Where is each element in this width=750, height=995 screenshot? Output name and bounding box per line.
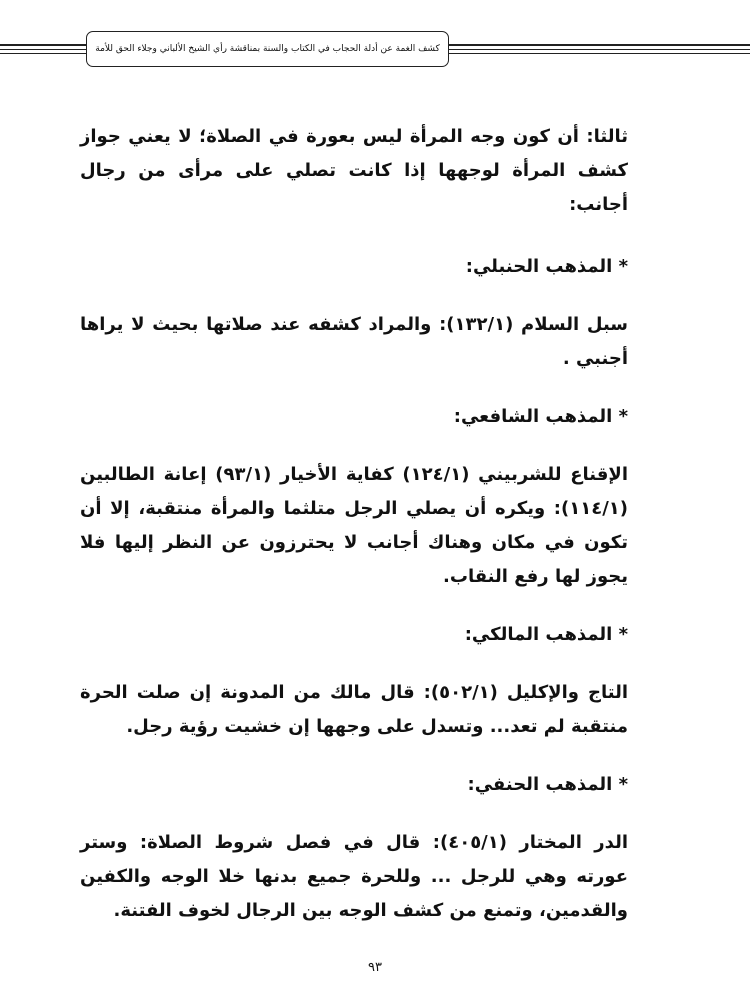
page-number: ٩٣ [368, 960, 382, 975]
hanafi-text: الدر المختار (٤٠٥/١): قال في فصل شروط الصلاة: وستر عورته وهي للرجل ... وللحرة جميع بدنها خلا الوجه والكفين والقدمين، وتمنع من كشف الوجه بين الرجال لخوف الفتنة. [80, 832, 628, 921]
page-body [80, 120, 628, 928]
header-rule-right [449, 53, 750, 54]
maliki-text: التاج والإكليل (٥٠٢/١): قال مالك من المدونة إن صلت الحرة منتقبة لم تعد... وتسدل على وجهها إن خشيت رؤية رجل. [80, 682, 628, 737]
header-rule-left [0, 44, 86, 46]
header-rule-left [0, 49, 86, 50]
shafii-heading: * المذهب الشافعي: [453, 406, 628, 427]
running-header [86, 31, 449, 67]
hanbali-text: سبل السلام (١٣٢/١): والمراد كشفه عند صلاتها بحيث لا يراها أجنبي . [80, 314, 629, 369]
intro-paragraph: ثالثا: أن كون وجه المرأة ليس بعورة في الصلاة؛ لا يعني جواز كشف المرأة لوجهها إذا كانت تصلي على مرأى من رجال أجانب: [80, 126, 628, 215]
hanbali-heading: * المذهب الحنبلي: [465, 256, 628, 277]
header-rule-right [449, 44, 750, 46]
header-rule-right [449, 49, 750, 50]
hanafi-heading: * المذهب الحنفي: [467, 774, 628, 795]
shafii-text: الإقناع للشربيني (١٢٤/١) كفاية الأخيار (٩٣/١) إعانة الطالبين (١١٤/١): ويكره أن يصلي الرجل متلثما والمرأة منتقبة، إلا أن تكون في مكان وهناك أجانب لا يحترزون عن النظر إليها فلا يجوز لها رفع النقاب. [80, 464, 628, 587]
running-header-title: كشف الغمة عن أدلة الحجاب في الكتاب والسنة بمناقشة رأي الشيخ الألباني وجلاء الحق للأمة [95, 44, 440, 54]
maliki-heading: * المذهب المالكي: [464, 624, 628, 645]
header-rule-left [0, 53, 86, 54]
